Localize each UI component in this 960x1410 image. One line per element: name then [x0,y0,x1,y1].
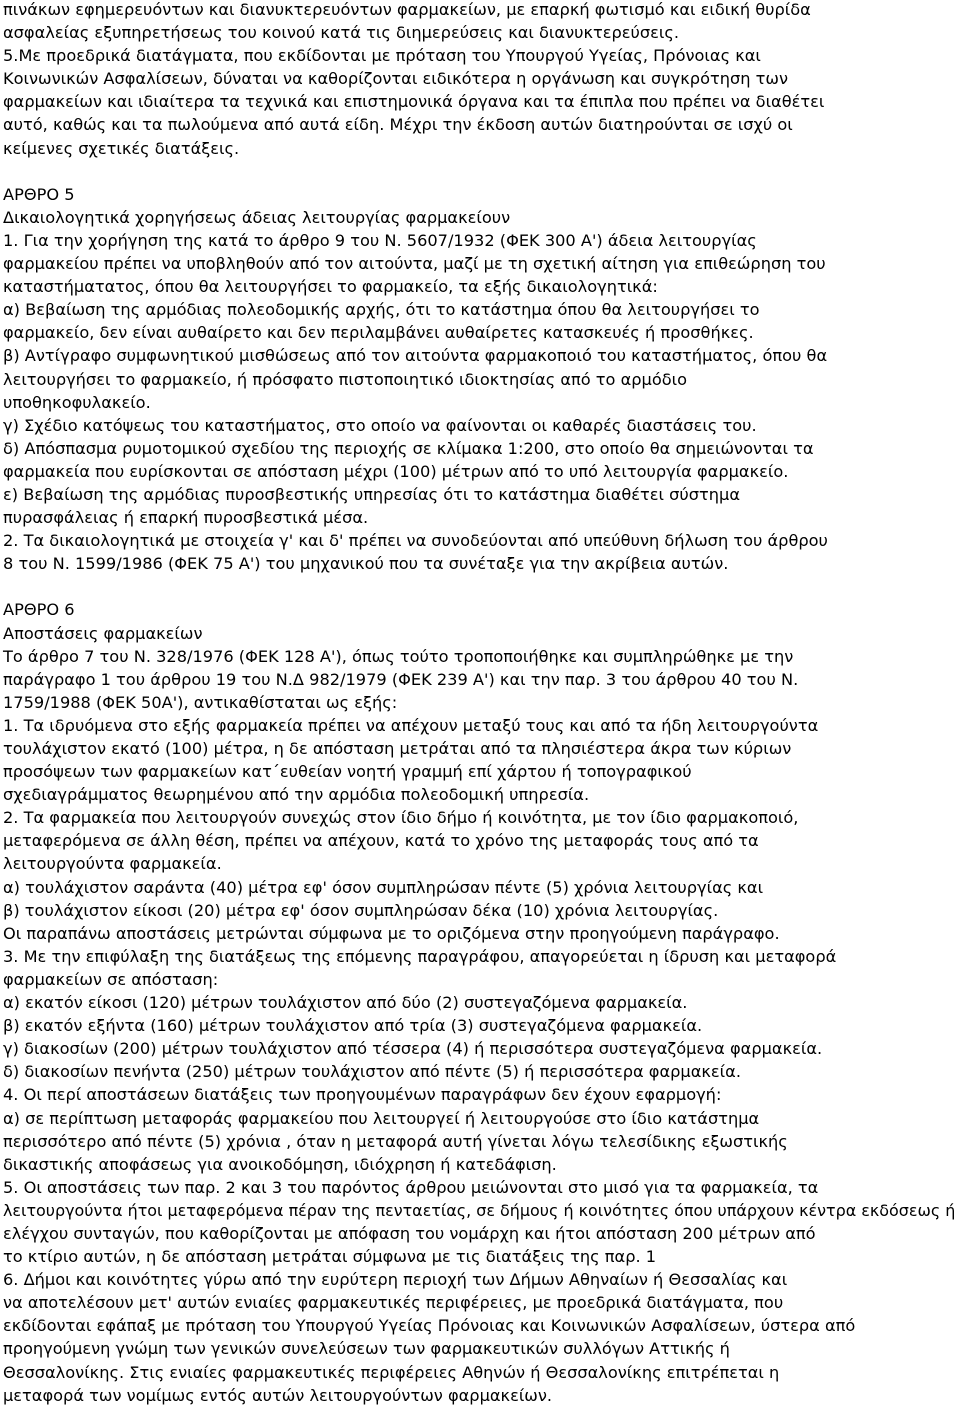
text-line: 1759/1988 (ΦΕΚ 50Α'), αντικαθίσταται ως εξής: [3,692,398,712]
text-line: παράγραφο 1 του άρθρου 19 του Ν.Δ 982/1979 (ΦΕΚ 239 Α') και την παρ. 3 του άρθρου 40 του Ν. [3,669,799,689]
text-line: αυτό, καθώς και τα πωλούμενα από αυτά είδη. Μέχρι την έκδοση αυτών διατηρούνται σε ισχύ οι [3,115,793,135]
text-line: προηγούμενη γνώμη των γενικών συνελεύσεων των φαρμακευτικών συλλόγων Αττικής ή [3,1339,730,1359]
text-line: 5.Με προεδρικά διατάγματα, που εκδίδονται με πρόταση του Υπουργού Υγείας, Πρόνοιας και [3,46,761,66]
paragraph-spacer [3,575,957,598]
text-line: δ) Απόσπασμα ρυμοτομικού σχεδίου της περιοχής σε κλίμακα 1:200, στο οποίο θα σημειώνονται τα [3,438,814,458]
document-body [3,0,957,1407]
text-line: Αποστάσεις φαρμακείων [3,623,203,643]
text-line: προσόψεων των φαρμακείων κατ΄ευθείαν νοητή γραμμή επί χάρτου ή τοπογραφικού [3,762,692,782]
text-line: γ) Σχέδιο κατόψεως του καταστήματος, στο οποίο να φαίνονται οι καθαρές διαστάσεις του. [3,415,757,435]
text-line: α) σε περίπτωση μεταφοράς φαρμακείου που λειτουργεί ή λειτουργούσε στο ίδιο κατάστημα [3,1108,760,1128]
article-6-text [3,645,957,1407]
text-line: πυρασφάλειας ή επαρκή πυροσβεστικά μέσα. [3,508,369,528]
text-line: μεταφερόμενα σε άλλη θέση, πρέπει να απέχουν, κατά το χρόνο της μεταφοράς τους από τα [3,831,759,851]
article-5-text [3,229,957,575]
text-line: β) τουλάχιστον είκοσι (20) μέτρα εφ' όσον συμπληρώσαν δέκα (10) χρόνια λειτουργίας. [3,900,719,920]
text-line: ΑΡΘΡΟ 5 [3,184,75,204]
text-line: γ) διακοσίων (200) μέτρων τουλάχιστον από τέσσερα (4) ή περισσότερα συστεγαζόμενα φαρμακεία. [3,1039,823,1059]
text-line: καταστήματατος, όπου θα λειτουργήσει το φαρμακείο, τα εξής δικαιολογητικά: [3,277,658,297]
text-line: Κοινωνικών Ασφαλίσεων, δύναται να καθορίζονται ειδικότερα η οργάνωση και συγκρότηση των [3,69,788,89]
text-line: το κτίριο αυτών, η δε απόσταση μετράται σύμφωνα με τις διατάξεις της παρ. 1 [3,1247,657,1267]
document-page [3,0,957,1407]
text-line: 4. Οι περί αποστάσεων διατάξεις των προηγουμένων παραγράφων δεν έχουν εφαρμογή: [3,1085,722,1105]
text-line: φαρμακεία που ευρίσκονται σε απόσταση μέχρι (100) μέτρων από το υπό λειτουργία φαρμακείο. [3,461,789,481]
text-line: β) Αντίγραφο συμφωνητικού μισθώσεως από τον αιτούντα φαρμακοποιό του καταστήματος, όπου θα [3,346,828,366]
text-line: Δικαιολογητικά χορηγήσεως άδειας λειτουργίας φαρμακείουν [3,207,511,227]
article-6-heading [3,598,957,644]
text-line: 1. Τα ιδρυόμενα στο εξής φαρμακεία πρέπει να απέχουν μεταξύ τους και από τα ήδη λειτουργούντα [3,715,819,735]
text-line: α) Βεβαίωση της αρμόδιας πολεοδομικής αρχής, ότι το κατάστημα όπου θα λειτουργήσει το [3,300,760,320]
text-line: λειτουργούντα ήτοι μεταφερόμενα πέραν της πενταετίας, σε δήμους ή κοινότητες όπου υπάρχουν κέντρα εκδόσεως ή [3,1200,956,1220]
text-line: 3. Με την επιφύλαξη της διατάξεως της επόμενης παραγράφου, απαγορεύεται η ίδρυση και μεταφορά [3,946,837,966]
text-line: τουλάχιστον εκατό (100) μέτρα, η δε απόσταση μετράται από τα πλησιέστερα άκρα των κύριων [3,739,792,758]
text-line: 2. Τα φαρμακεία που λειτουργούν συνεχώς στον ίδιο δήμο ή κοινότητα, με τον ίδιο φαρμακοποιό, [3,808,799,828]
text-line: 2. Τα δικαιολογητικά με στοιχεία γ' και δ' πρέπει να συνοδεύονται από υπεύθυνη δήλωση του άρθρου [3,531,828,551]
text-line: να αποτελέσουν μετ' αυτών ενιαίες φαρμακευτικές περιφέρειες, με προεδρικά διατάγματα, που [3,1293,784,1313]
intro-text [3,0,957,160]
text-line: Το άρθρο 7 του Ν. 328/1976 (ΦΕΚ 128 Α'), όπως τούτο τροποποιήθηκε και συμπληρώθηκε με την [3,646,794,666]
text-line: ΑΡΘΡΟ 6 [3,600,75,620]
text-line: 5. Οι αποστάσεις των παρ. 2 και 3 του παρόντος άρθρου μειώνονται στο μισό για τα φαρμακεία, τα [3,1177,819,1197]
text-line: δικαστικής αποφάσεως για ανοικοδόμηση, ιδιόχρηση ή κατεδάφιση. [3,1154,557,1174]
text-line: φαρμακείου πρέπει να υποβληθούν από τον αιτούντα, μαζί με τη σχετική αίτηση για επιθεώρηση του [3,254,826,274]
text-line: πινάκων εφημερευόντων και διανυκτερευόντων φαρμακείων, με επαρκή φωτισμό και ειδική θυρίδα [3,0,811,19]
text-line: λειτουργούντα φαρμακεία. [3,854,222,874]
text-line: υποθηκοφυλακείο. [3,392,151,412]
text-line: δ) διακοσίων πενήντα (250) μέτρων τουλάχιστον από πέντε (5) ή περισσότερα φαρμακεία. [3,1062,741,1082]
text-line: β) εκατόν εξήντα (160) μέτρων τουλάχιστον από τρία (3) συστεγαζόμενα φαρμακεία. [3,1016,703,1036]
text-line: ε) Βεβαίωση της αρμόδιας πυροσβεστικής υπηρεσίας ότι το κατάστημα διαθέτει σύστημα [3,484,741,504]
text-line: Οι παραπάνω αποστάσεις μετρώνται σύμφωνα με το οριζόμενα στην προηγούμενη παράγραφο. [3,923,780,943]
text-line: α) τουλάχιστον σαράντα (40) μέτρα εφ' όσον συμπληρώσαν πέντε (5) χρόνια λειτουργίας και [3,877,764,897]
text-line: 6. Δήμοι και κοινότητες γύρω από την ευρύτερη περιοχή των Δήμων Αθηναίων ή Θεσσαλίας και [3,1270,788,1290]
paragraph-spacer [3,160,957,183]
text-line: 1. Για την χορήγηση της κατά το άρθρο 9 του Ν. 5607/1932 (ΦΕΚ 300 Α') άδεια λειτουργίας [3,230,757,250]
text-line: φαρμακείων και ιδιαίτερα τα τεχνικά και επιστημονικά όργανα και τα έπιπλα που πρέπει να διαθέτει [3,92,825,112]
text-line: λειτουργήσει το φαρμακείο, ή πρόσφατο πιστοποιητικό ιδιοκτησίας από το αρμόδιο [3,369,688,389]
text-line: εκδίδονται εφάπαξ με πρόταση του Υπουργού Υγείας Πρόνοιας και Κοινωνικών Ασφαλίσεων, ύστερα από [3,1316,856,1336]
text-line: Θεσσαλονίκης. Στις ενιαίες φαρμακευτικές περιφέρειες Αθηνών ή Θεσσαλονίκης επιτρέπεται η [3,1362,780,1382]
text-line: μεταφορά των νομίμως εντός αυτών λειτουργούντων φαρμακείων. [3,1385,553,1405]
text-line: ελέγχου συνταγών, που καθορίζονται με απόφαση του νομάρχη και ήτοι απόσταση 200 μέτρων από [3,1223,816,1243]
text-line: α) εκατόν είκοσι (120) μέτρων τουλάχιστον από δύο (2) συστεγαζόμενα φαρμακεία. [3,993,688,1013]
text-line: κείμενες σχετικές διατάξεις. [3,138,240,158]
text-line: περισσότερο από πέντε (5) χρόνια , όταν η μεταφορά αυτή γίνεται λόγω τελεσίδικης εξωστικής [3,1131,788,1151]
text-line: φαρμακείο, δεν είναι αυθαίρετο και δεν περιλαμβάνει αυθαίρετες κατασκευές ή προσθήκες. [3,323,754,343]
text-line: φαρμακείων σε απόσταση: [3,969,219,989]
text-line: ασφαλείας εξυπηρετήσεως του κοινού κατά τις διημερεύσεις και διανυκτερεύσεις. [3,23,680,43]
text-line: 8 του Ν. 1599/1986 (ΦΕΚ 75 Α') του μηχανικού που τα συνέταξε για την ακρίβεια αυτών. [3,554,729,574]
article-5-heading [3,183,957,229]
text-line: σχεδιαγράμματος θεωρημένου από την αρμόδια πολεοδομική υπηρεσία. [3,785,590,805]
